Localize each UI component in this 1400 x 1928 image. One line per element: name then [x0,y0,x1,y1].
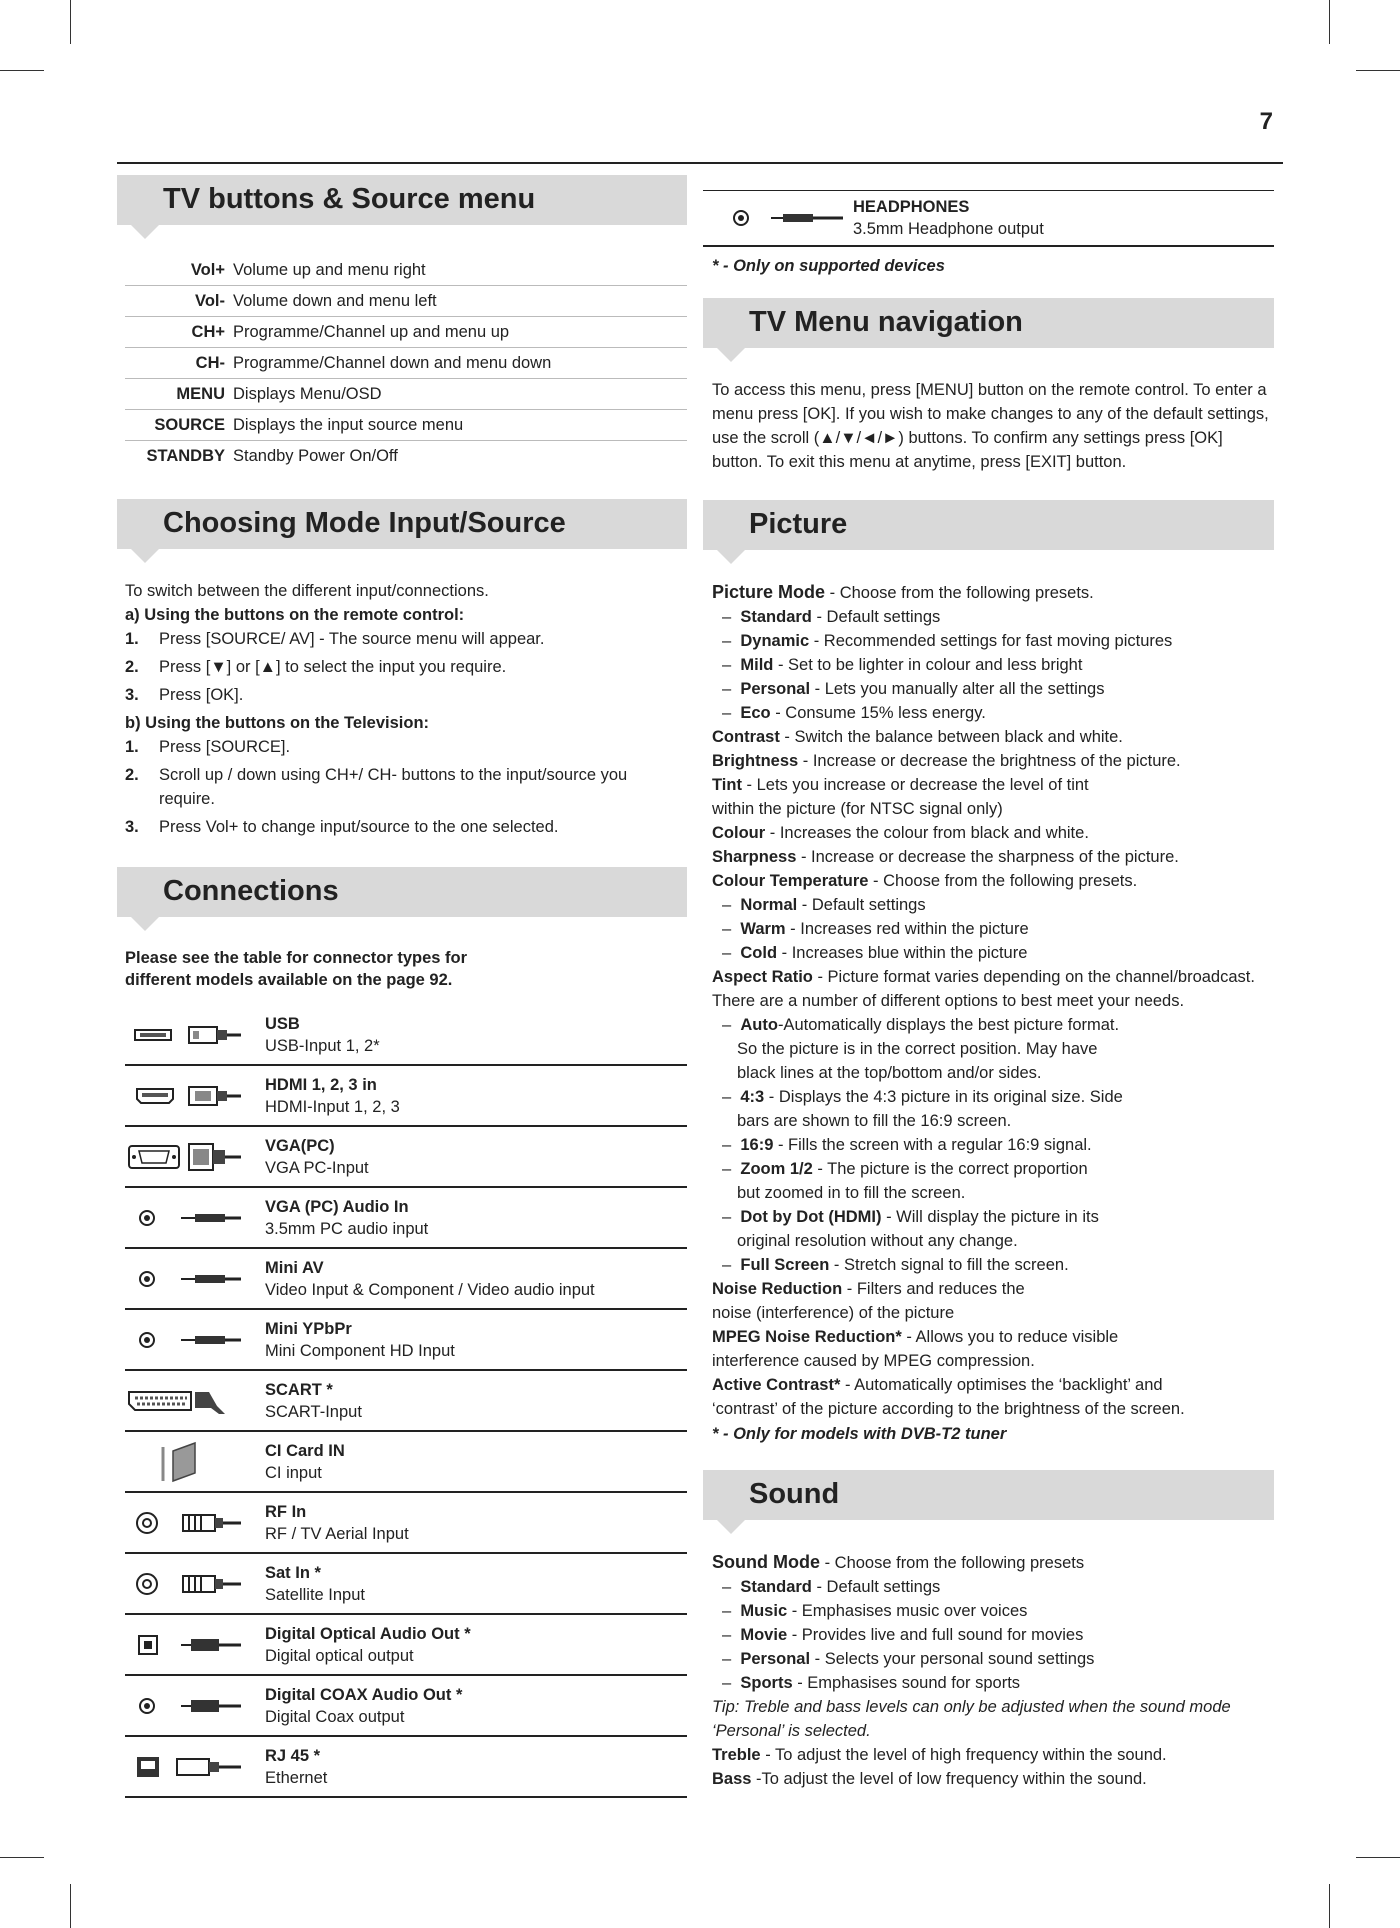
list-item: – Dot by Dot (HDMI) - Will display the picture in its [722,1208,1099,1226]
setting-text: - Switch the balance between black and white. [779,728,1123,746]
picture-mode-text: - Choose from the following presets. [825,584,1094,602]
connector-desc: RF / TV Aerial Input [265,1524,409,1543]
table-row [125,1370,687,1431]
header-notch [717,550,745,564]
crop-mark [1329,1884,1330,1928]
audio-jack-icon [125,1187,265,1248]
setting-text: - Choose from the following presets. [868,872,1138,890]
preset-text: - Fills the screen with a regular 16:9 signal. [773,1136,1092,1154]
list-item: – Standard - Default settings [722,608,941,626]
preset-text: - Set to be lighter in colour and less bright [773,656,1083,674]
rf-connector-icon [125,1492,265,1553]
header-notch [131,225,159,239]
remote-heading: a) Using the buttons on the remote control: [125,606,465,624]
page-number: 7 [1259,108,1273,135]
mini-ypbpr-jack-icon [125,1309,265,1370]
sound-mode-text: - Choose from the following presets [819,1554,1085,1572]
setting-text: noise (interference) of the picture [712,1304,955,1322]
list-item: – Auto-Automatically displays the best picture format. [722,1016,1120,1034]
button-key: CH+ [125,317,233,348]
menu-nav-text: To access this menu, press [MENU] button on the remote control. To enter a menu press [OK]. If you wish to make changes to any of the default settings, use the scroll (▲/▼/◄/►) buttons. To confirm any settings press [OK] button. To exit this menu at anytime, press [EXIT] button. [712,381,1269,471]
preset-text: - Selects your personal sound settings [810,1650,1095,1668]
connector-desc: Satellite Input [265,1585,365,1604]
preset-text: - Increases blue within the picture [777,944,1028,962]
connector-desc: SCART-Input [265,1402,362,1421]
button-key: CH- [125,348,233,379]
preset-name: Full Screen [740,1256,830,1274]
connector-title: RJ 45 * [265,1746,321,1765]
button-key: Vol+ [125,255,233,286]
preset-text: - Emphasises sound for sports [792,1674,1021,1692]
rj45-connector-icon [125,1736,265,1797]
preset-text: - Default settings [811,1578,941,1596]
list-item: – Normal - Default settings [722,896,926,914]
preset-text: bars are shown to fill the 16:9 screen. [737,1112,1012,1130]
preset-name: Zoom 1/2 [740,1160,813,1178]
connector-title: Mini AV [265,1258,324,1277]
setting-text: - Increase or decrease the brightness of the picture. [798,752,1181,770]
setting-name: Colour Temperature [712,872,869,890]
table-row [125,286,687,317]
preset-name: Movie [740,1626,788,1644]
setting-name: Brightness [712,752,799,770]
crop-mark [1356,70,1400,71]
preset-name: Standard [740,1578,812,1596]
crop-mark [0,70,44,71]
preset-name: Warm [740,920,786,938]
header-notch [717,348,745,362]
scart-connector-icon [125,1370,265,1431]
setting-text: - Allows you to reduce visible [901,1328,1119,1346]
setting-text: - Lets you increase or decrease the level of tint [741,776,1089,794]
connector-title: VGA (PC) Audio In [265,1197,409,1216]
dvb-t2-note: * - Only for models with DVB-T2 tuner [712,1425,1007,1443]
preset-text: -Automatically displays the best picture format. [777,1016,1120,1034]
list-item: – Music - Emphasises music over voices [722,1602,1028,1620]
preset-name: Dynamic [740,632,810,650]
table-row [125,1005,687,1065]
crop-mark [1329,0,1330,44]
preset-text: - Stretch signal to fill the screen. [829,1256,1069,1274]
preset-name: Mild [740,656,774,674]
table-row [125,379,687,410]
preset-name: Standard [740,608,812,626]
button-desc: Programme/Channel down and menu down [233,348,687,379]
connector-desc: HDMI-Input 1, 2, 3 [265,1097,400,1116]
preset-name: Sports [740,1674,793,1692]
preset-name: Personal [740,680,811,698]
header-notch [131,549,159,563]
step-text: Press [▼] or [▲] to select the input you require. [159,658,507,676]
setting-text: interference caused by MPEG compression. [712,1352,1035,1370]
step [125,683,687,707]
crop-mark [70,0,71,44]
hdmi-connector-icon [125,1065,265,1126]
preset-name: Cold [740,944,778,962]
preset-text: - Will display the picture in its [881,1208,1099,1226]
connector-desc: VGA PC-Input [265,1158,369,1177]
connections-header [117,867,687,917]
step-number: 3. [125,686,139,704]
preset-text: - Emphasises music over voices [787,1602,1028,1620]
setting-text: - Increase or decrease the sharpness of the picture. [796,848,1179,866]
preset-text: - Provides live and full sound for movies [787,1626,1084,1644]
tv-buttons-header [117,175,687,225]
step-text: Press Vol+ to change input/source to the one selected. [159,818,559,836]
setting-text: ‘contrast’ of the picture according to the brightness of the screen. [712,1400,1185,1418]
preset-name: Music [740,1602,788,1620]
list-item: – Eco - Consume 15% less energy. [722,704,986,722]
picture-mode-label: Picture Mode [712,582,826,602]
table-row [125,1614,687,1675]
section-title: Connections [163,875,339,907]
button-key: SOURCE [125,410,233,441]
step-number: 1. [125,630,139,648]
connector-title: Mini YPbPr [265,1319,352,1338]
preset-text: black lines at the top/bottom and/or sides. [737,1064,1042,1082]
preset-text: - Consume 15% less energy. [770,704,986,722]
button-key: MENU [125,379,233,410]
sat-connector-icon [125,1553,265,1614]
preset-text: - The picture is the correct proportion [812,1160,1088,1178]
setting-name: MPEG Noise Reduction* [712,1328,902,1346]
button-desc: Volume down and menu left [233,286,687,317]
preset-name: Personal [740,1650,811,1668]
setting-text: There are a number of different options to best meet your needs. [712,992,1185,1010]
step-text: Press [OK]. [159,686,244,704]
preset-text: - Default settings [797,896,926,914]
supported-note: * - Only on supported devices [712,257,945,275]
list-item: – Dynamic - Recommended settings for fast moving pictures [722,632,1173,650]
crop-mark [0,1857,44,1858]
section-title: Choosing Mode Input/Source [163,507,566,539]
choosing-body [117,579,687,839]
step [125,815,687,839]
table-row [125,410,687,441]
connector-title: HDMI 1, 2, 3 in [265,1075,377,1094]
table-row [125,348,687,379]
table-row [125,317,687,348]
setting-name: Sharpness [712,848,797,866]
right-column [703,175,1274,1791]
setting-name: Contrast [712,728,780,746]
table-row [125,1431,687,1492]
connector-desc: Ethernet [265,1768,328,1787]
sound-tip: Tip: Treble and bass levels can only be adjusted when the sound mode [712,1698,1231,1716]
preset-text: - Default settings [811,608,941,626]
list-item: – 16:9 - Fills the screen with a regular 16:9 signal. [722,1136,1092,1154]
connector-title: VGA(PC) [265,1136,335,1155]
choosing-header [117,499,687,549]
button-desc: Displays the input source menu [233,410,687,441]
headphones-table [703,190,1274,247]
step [125,655,687,679]
preset-text: - Displays the 4:3 picture in its original size. Side [764,1088,1123,1106]
list-item: – Full Screen - Stretch signal to fill the screen. [722,1256,1069,1274]
mini-av-jack-icon [125,1248,265,1309]
setting-name: Aspect Ratio [712,968,813,986]
setting-name: Tint [712,776,742,794]
button-desc: Displays Menu/OSD [233,379,687,410]
connector-desc: Digital optical output [265,1646,414,1665]
setting-name: Colour [712,824,766,842]
button-desc: Standby Power On/Off [233,446,398,465]
section-title: TV buttons & Source menu [163,183,536,215]
connector-title: Digital Optical Audio Out * [265,1624,471,1643]
header-notch [131,917,159,931]
step-text: Press [SOURCE/ AV] - The source menu will appear. [159,630,545,648]
table-row [125,1492,687,1553]
top-rule [117,162,1283,164]
crop-mark [70,1884,71,1928]
tv-buttons-table [125,255,687,471]
preset-text: but zoomed in to fill the screen. [737,1184,966,1202]
connector-title: Digital COAX Audio Out * [265,1685,463,1704]
list-item: – Personal - Selects your personal sound settings [722,1650,1095,1668]
connector-title: RF In [265,1502,307,1521]
table-row [125,1736,687,1797]
step-number: 2. [125,766,139,784]
setting-text: within the picture (for NTSC signal only) [712,800,1003,818]
preset-text: - Lets you manually alter all the settings [810,680,1105,698]
connections-table [125,1005,687,1798]
connector-desc: 3.5mm PC audio input [265,1219,429,1238]
connector-desc: Video Input & Component / Video audio input [265,1280,595,1299]
step [125,735,687,759]
preset-name: Auto [740,1016,778,1034]
television-heading: b) Using the buttons on the Television: [125,714,430,732]
list-item: – Zoom 1/2 - The picture is the correct proportion [722,1160,1088,1178]
button-key: Vol- [125,286,233,317]
vga-connector-icon [125,1126,265,1187]
crop-mark [1356,1857,1400,1858]
connector-title: CI Card IN [265,1441,345,1460]
header-notch [717,1520,745,1534]
table-row [125,1065,687,1126]
sound-body [703,1550,1274,1791]
sound-tip: ‘Personal’ is selected. [712,1722,871,1740]
table-row [125,1553,687,1614]
list-item: – Personal - Lets you manually alter all the settings [722,680,1105,698]
preset-name: Dot by Dot (HDMI) [740,1208,882,1226]
connector-title: Sat In * [265,1563,321,1582]
connector-desc: Mini Component HD Input [265,1341,455,1360]
table-row [125,1309,687,1370]
connector-desc: Digital Coax output [265,1707,405,1726]
table-row [125,1187,687,1248]
connector-title: USB [265,1014,300,1033]
setting-text: - Picture format varies depending on the channel/broadcast. [812,968,1255,986]
section-title: TV Menu navigation [749,306,1023,338]
connections-note: Please see the table for connector types for different models available on the page 92. [125,949,468,989]
ci-card-icon [125,1431,265,1492]
connector-title: SCART * [265,1380,333,1399]
setting-name: Treble [712,1746,761,1764]
table-row [703,191,1274,247]
list-item: – Movie - Provides live and full sound for movies [722,1626,1084,1644]
setting-name: Noise Reduction [712,1280,843,1298]
section-title: Picture [749,508,848,540]
connector-desc: 3.5mm Headphone output [853,220,1044,238]
step [125,763,687,811]
preset-name: Normal [740,896,798,914]
button-desc: Programme/Channel up and menu up [233,317,687,348]
setting-text: - To adjust the level of high frequency within the sound. [760,1746,1167,1764]
connector-desc: CI input [265,1463,322,1482]
usb-connector-icon [125,1005,265,1065]
list-item: – Mild - Set to be lighter in colour and less bright [722,656,1083,674]
table-row [125,1248,687,1309]
picture-header [703,500,1274,550]
list-item: – 4:3 - Displays the 4:3 picture in its original size. Side [722,1088,1123,1106]
setting-name: Active Contrast* [712,1376,841,1394]
sound-mode-label: Sound Mode [712,1552,820,1572]
coax-connector-icon [125,1675,265,1736]
step [125,627,687,651]
table-row [125,255,687,286]
preset-name: Eco [740,704,771,722]
setting-text: - Filters and reduces the [842,1280,1025,1298]
table-row [125,1126,687,1187]
setting-text: - Increases the colour from black and white. [765,824,1089,842]
step-number: 3. [125,818,139,836]
step-text: Scroll up / down using CH+/ CH- buttons to the input/source you require. [159,766,628,808]
preset-text: So the picture is in the correct position. May have [737,1040,1098,1058]
sound-header [703,1470,1274,1520]
step-number: 1. [125,738,139,756]
step-text: Press [SOURCE]. [159,738,291,756]
button-key: STANDBY [146,446,225,465]
list-item: – Sports - Emphasises sound for sports [722,1674,1021,1692]
headphone-jack-icon [703,191,853,247]
picture-body [703,580,1274,1421]
preset-text: original resolution without any change. [737,1232,1018,1250]
preset-name: 4:3 [740,1088,765,1106]
table-row [125,441,687,472]
step-number: 2. [125,658,139,676]
setting-text: - Automatically optimises the ‘backlight’ and [840,1376,1163,1394]
optical-connector-icon [125,1614,265,1675]
setting-name: Bass [712,1770,752,1788]
left-column [117,175,687,1798]
connector-desc: USB-Input 1, 2* [265,1036,380,1055]
button-desc: Volume up and menu right [233,255,687,286]
list-item: – Standard - Default settings [722,1578,941,1596]
preset-name: 16:9 [740,1136,774,1154]
connector-title: HEADPHONES [853,198,970,216]
menu-nav-header [703,298,1274,348]
section-title: Sound [749,1478,840,1510]
preset-text: - Increases red within the picture [785,920,1029,938]
list-item: – Warm - Increases red within the picture [722,920,1029,938]
setting-text: -To adjust the level of low frequency within the sound. [751,1770,1147,1788]
table-row [125,1675,687,1736]
list-item: – Cold - Increases blue within the picture [722,944,1028,962]
preset-text: - Recommended settings for fast moving pictures [809,632,1173,650]
choosing-intro: To switch between the different input/connections. [125,582,489,600]
